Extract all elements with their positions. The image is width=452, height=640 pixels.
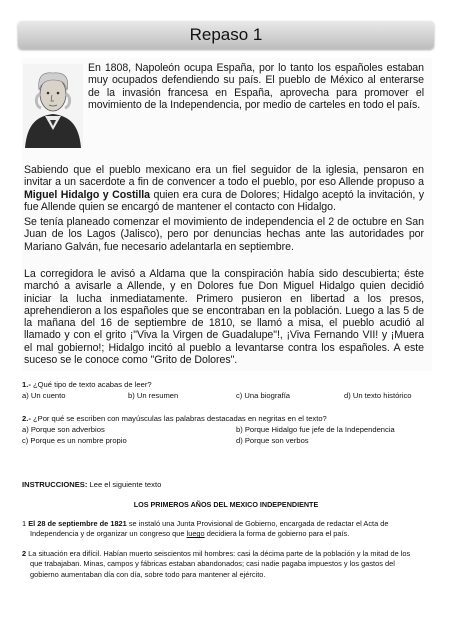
passage-paragraph-1: En 1808, Napoleón ocupa España, por lo tanto los españoles estaban muy ocupados defendiendo su país. El pueblo de México al enterarse de la invasión francesa en España, aprovecha para promover el movimiento de la Independencia, por medio de carteles en todo el país. <box>88 62 424 111</box>
underlined-word: luego <box>186 529 205 539</box>
q2-option-c[interactable]: c) Porque es un nombre propio <box>22 436 127 445</box>
passage-paragraph-2: Sabiendo que el pueblo mexicano era un fiel seguidor de la iglesia, pensaron en invitar a un sacerdote a fin de convencer a todo el pueblo, por eso Allende propuso a Miguel Hidalgo y Costilla quien era cura de Dolores; Hidalgo aceptó la invitación, y fue Allende quien se encargó de mantener el contacto con Hidalgo. <box>24 164 425 213</box>
q1-option-b[interactable]: b) Un resumen <box>128 391 179 400</box>
q1-option-d[interactable]: d) Un texto histórico <box>344 391 412 400</box>
passage-paragraph-4: La corregidora le avisó a Aldama que la conspiración había sido descubierta; éste marchó a avisarle a Allende, y en Dolores fue Don Miguel Hidalgo quien decidió iniciar la lucha inmediatamente. Primero pusieron en libertad a los presos, aprehendieron a los españoles que se encontraban en la población. Luego a las 5 de la mañana del 16 de septiembre de 1810, se llamó a misa, el pueblo acudió al llamado y con el grito ¡"Viva la Virgen de Guadalupe"!, ¡Viva Fernando VII! y ¡Muera el mal gobierno!; Hidalgo incitó al pueblo a levantarse contra los españoles. A este suceso se le conoce como "Grito de Dolores". <box>24 268 424 367</box>
question-2: 2.- ¿Por qué se escriben con mayúsculas las palabras destacadas en negritas en el texto? <box>22 414 327 423</box>
highlighted-name: Miguel Hidalgo y Costilla <box>24 188 150 201</box>
page-title: Repaso 1 <box>18 21 434 49</box>
q2-option-b[interactable]: b) Porque Hidalgo fue jefe de la Independencia <box>236 425 395 434</box>
question-1: 1.- ¿Qué tipo de texto acabas de leer? <box>22 380 152 389</box>
text-paragraph-1: 1 El 28 de septiembre de 1821 se instaló una Junta Provisional de Gobierno, encargada de redactar el Acta de Independencia y de organizar un congreso que luego decidiera la forma de gobierno para el país. <box>22 519 389 539</box>
reading-passage-image <box>22 58 432 371</box>
q2-option-d[interactable]: d) Porque son verbos <box>236 436 309 445</box>
q1-option-a[interactable]: a) Un cuento <box>22 391 66 400</box>
instructions: INSTRUCCIONES: Lee el siguiente texto <box>22 480 162 489</box>
text-paragraph-2: 2 La situación era difícil. Habían muerto seiscientos mil hombres: casi la décima parte de la población y la mitad de los que trabajaban. Minas, campos y fábricas estaban abandonados; casi nadie pagaba impuestos y los gastos del gobierno aumentaban día con día, sobre todo para mantener al ejército. <box>22 549 411 579</box>
q1-option-c[interactable]: c) Una biografía <box>236 391 291 400</box>
section-heading: LOS PRIMEROS AÑOS DEL MEXICO INDEPENDIENTE <box>133 500 319 509</box>
q2-option-a[interactable]: a) Porque son adverbios <box>22 425 105 434</box>
passage-paragraph-3: Se tenía planeado comenzar el movimiento de independencia el 2 de octubre en San Juan de los Lagos (Jalisco), pero por denuncias hechas ante las autoridades por Mariano Galván, fue necesario adelantarla en septiembre. <box>24 216 424 253</box>
hidalgo-portrait <box>23 64 83 148</box>
